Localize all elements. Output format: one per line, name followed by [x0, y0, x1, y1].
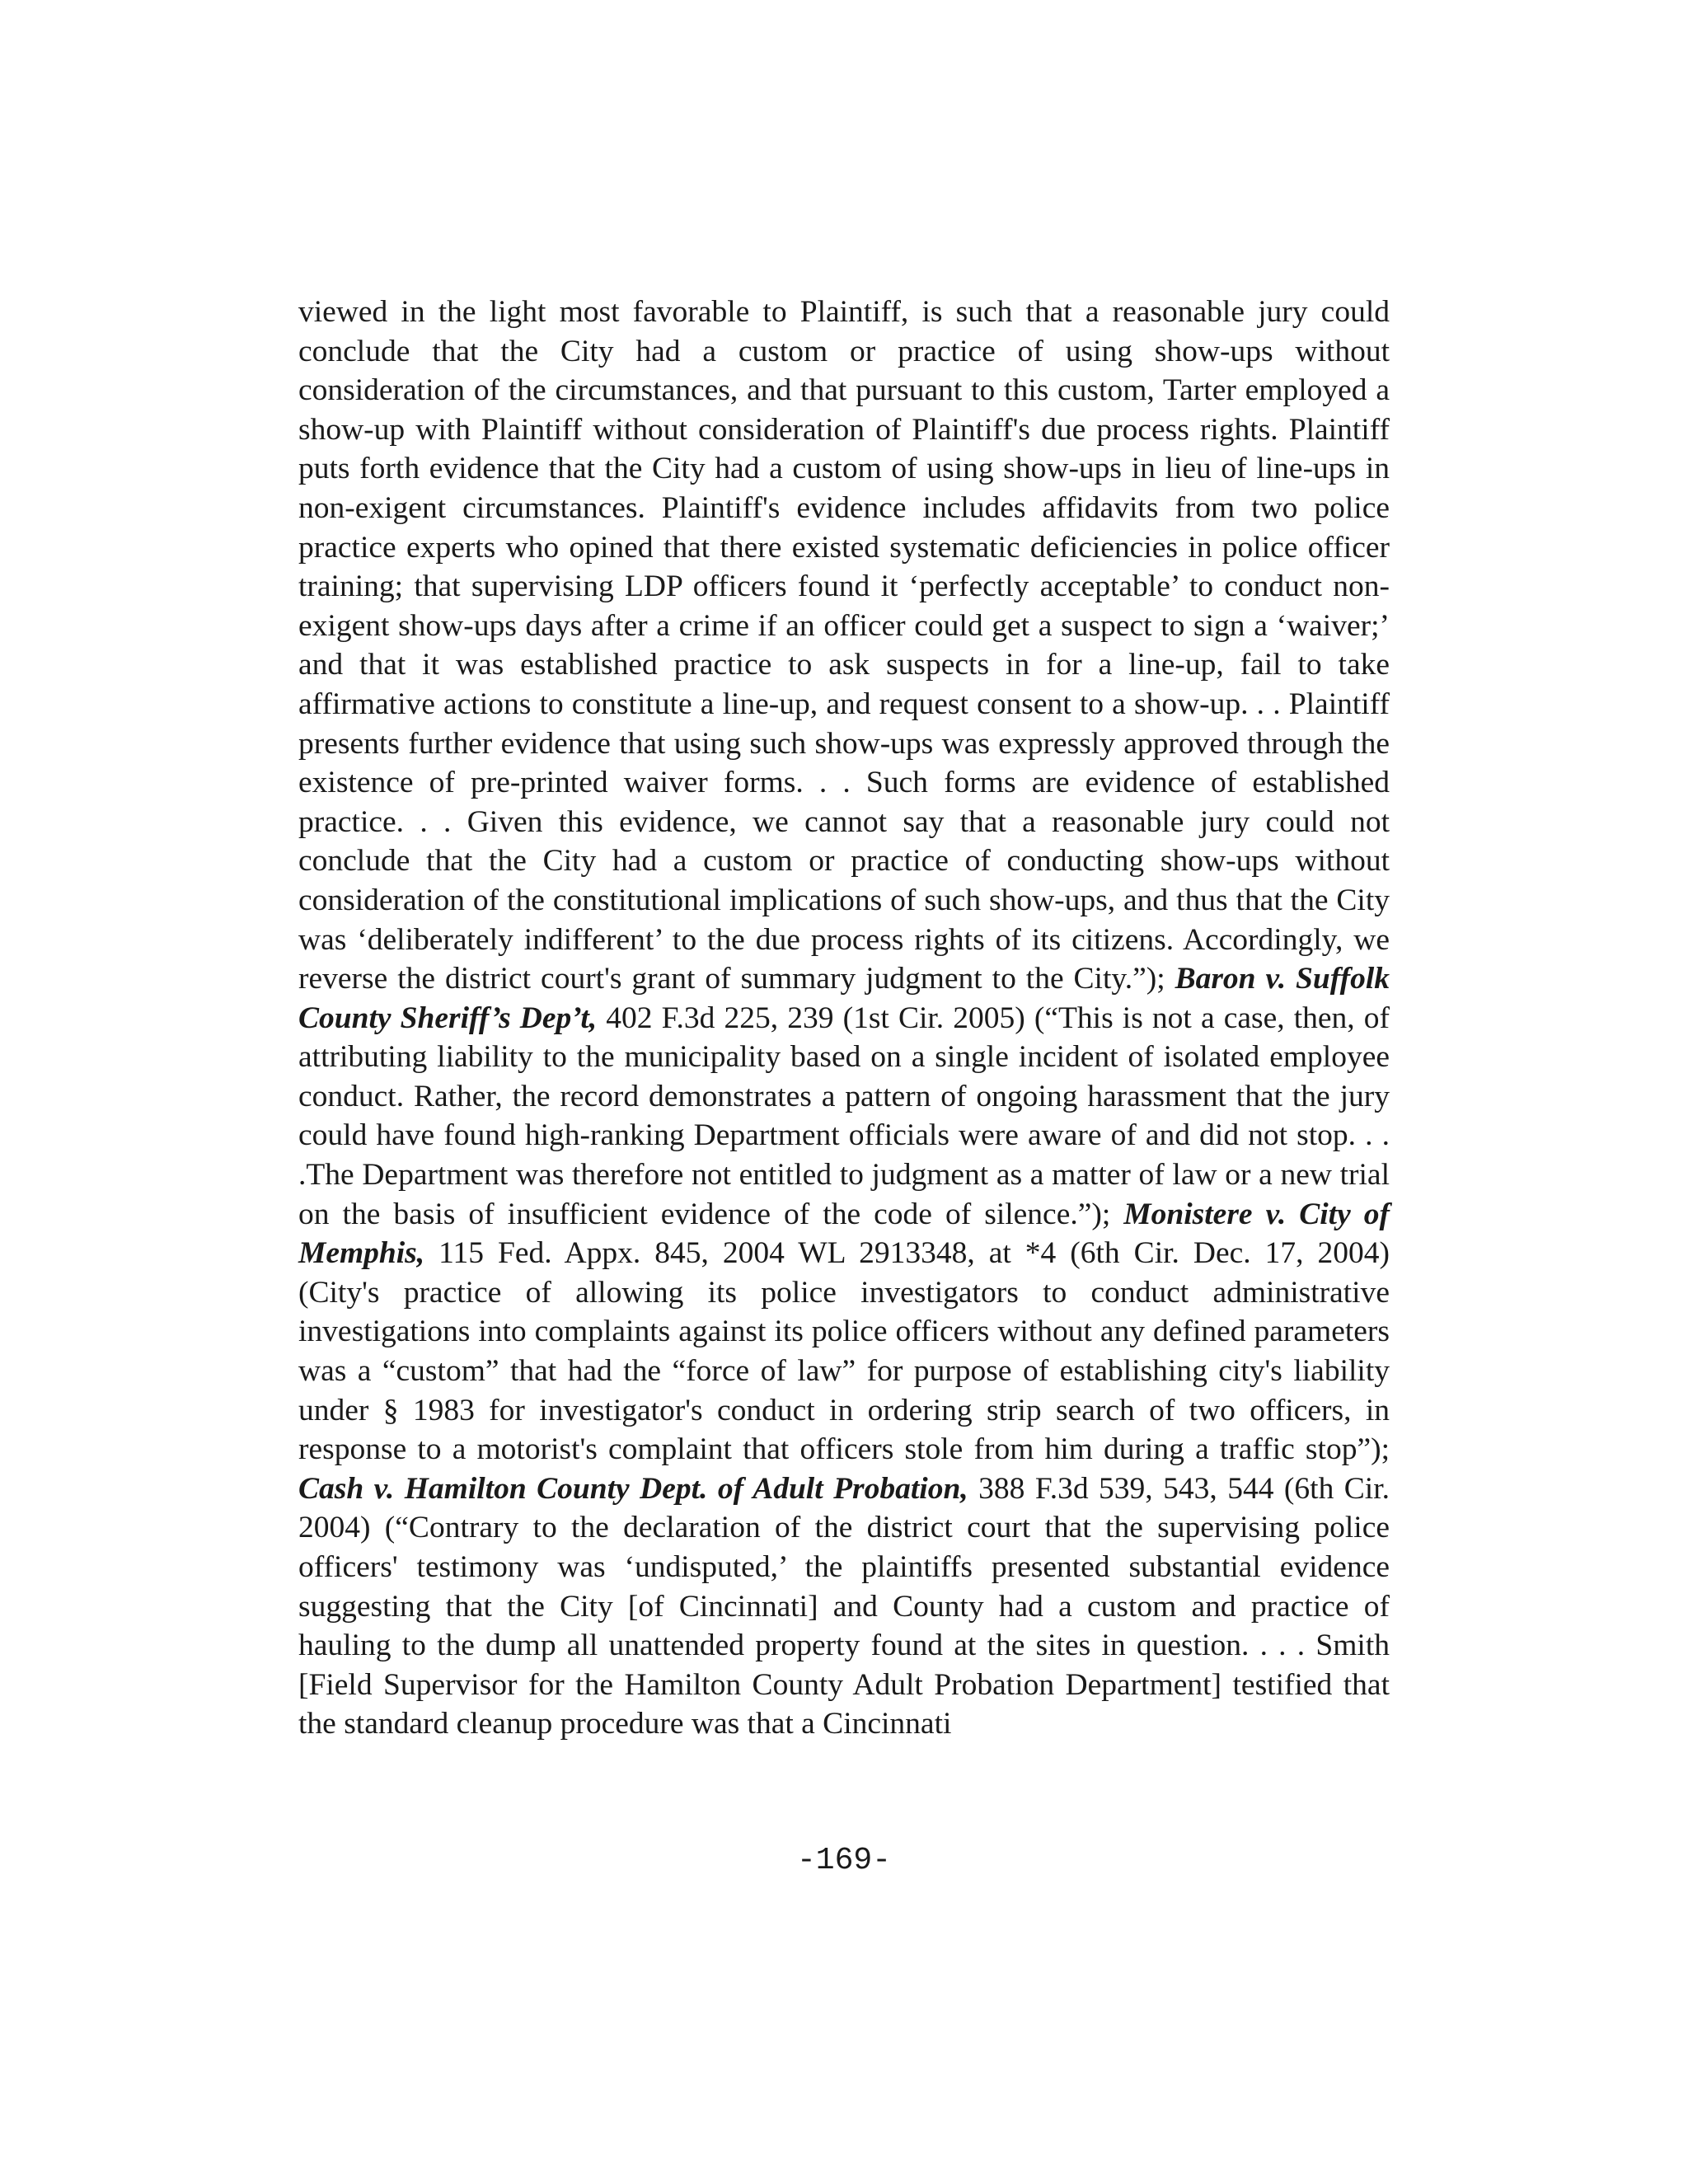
- page-number: -169-: [796, 1843, 892, 1878]
- case-citation-name: Monistere v. City of Memphis,: [298, 1197, 1390, 1271]
- case-citation-name: Baron v. Suffolk County Sheriff’s Dep’t,: [298, 962, 1390, 1035]
- text-run: 388 F.3d 539, 543, 544 (6th Cir. 2004) (“Contrary to the declaration of the district court that the supervising police officers' testimony was ‘undisputed,’ the plaintiffs presented substantial evidence suggesting that the City [of Cincinnati] and County had a custom and practice of hauling to the dump all unattended property found at the sites in question. . . . Smith [Field Supervisor for the Hamilton County Adult Probation Department] testified that the standard cleanup procedure was that a Cincinnati: [298, 1471, 1390, 1741]
- case-citation-name: Cash v. Hamilton County Dept. of Adult Probation,: [298, 1471, 968, 1506]
- body-paragraph: [298, 293, 1390, 1744]
- text-run: 115 Fed. Appx. 845, 2004 WL 2913348, at *4 (6th Cir. Dec. 17, 2004) (City's practice of allowing its police investigators to conduct administrative investigations into complaints against its police officers without any defined parameters was a “custom” that had the “force of law” for purpose of establishing city's liability under § 1983 for investigator's conduct in ordering strip search of two officers, in response to a motorist's complaint that officers stole from him during a traffic stop”);: [298, 1236, 1390, 1467]
- text-run: 402 F.3d 225, 239 (1st Cir. 2005) (“This is not a case, then, of attributing liability to the municipality based on a single incident of isolated employee conduct. Rather, the record demonstrates a pattern of ongoing harassment that the jury could have found high-ranking Department officials were aware of and did not stop. . . .The Department was therefore not entitled to judgment as a matter of law or a new trial on the basis of insufficient evidence of the code of silence.”);: [298, 1001, 1390, 1231]
- text-run: viewed in the light most favorable to Plaintiff, is such that a reasonable jury could conclude that the City had a custom or practice of using show-ups without consideration of the circumstances, and that pursuant to this custom, Tarter employed a show-up with Plaintiff without consideration of Plaintiff's due process rights. Plaintiff puts forth evidence that the City had a custom of using show-ups in lieu of line-ups in non-exigent circumstances. Plaintiff's evidence includes affidavits from two police practice experts who opined that there existed systematic deficiencies in police officer training; that supervising LDP officers found it ‘perfectly acceptable’ to conduct non-exigent show-ups days after a crime if an officer could get a suspect to sign a ‘waiver;’ and that it was established practice to ask suspects in for a line-up, fail to take affirmative actions to constitute a line-up, and request consent to a show-up. . . Plaintiff presents further evidence that using such show-ups was expressly approved through the existence of pre-printed waiver forms. . . Such forms are evidence of established practice. . . Given this evidence, we cannot say that a reasonable jury could not conclude that the City had a custom or practice of conducting show-ups without consideration of the constitutional implications of such show-ups, and thus that the City was ‘deliberately indifferent’ to the due process rights of its citizens. Accordingly, we reverse the district court's grant of summary judgment to the City.”);: [298, 295, 1390, 996]
